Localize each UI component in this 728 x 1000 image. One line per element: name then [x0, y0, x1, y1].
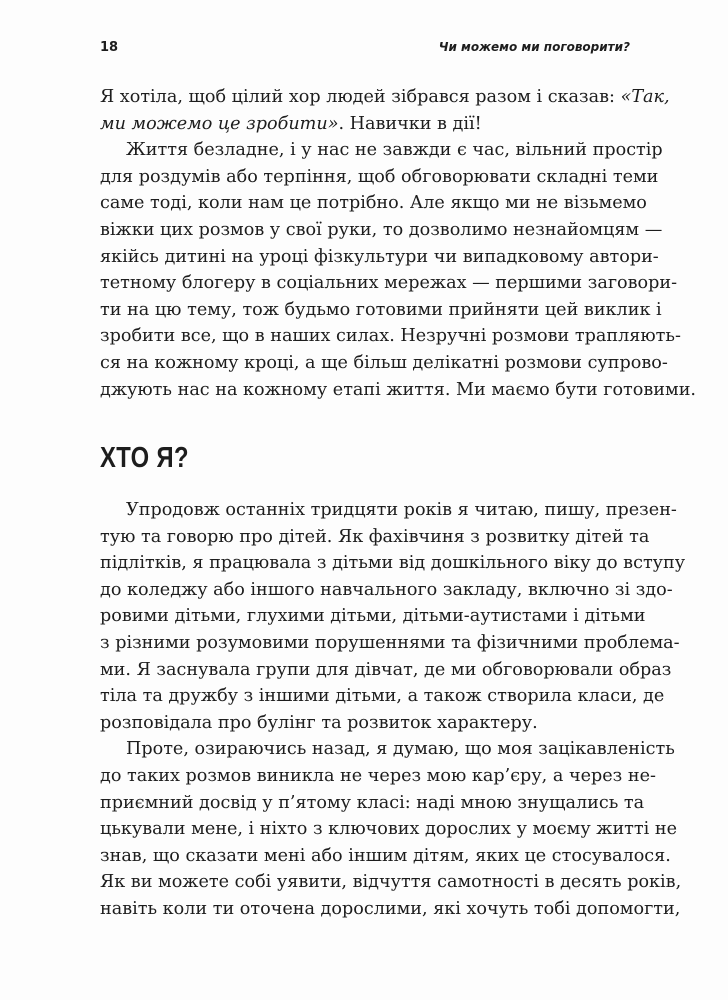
text-line: [100, 323, 681, 350]
text-segment: якійсь дитині на уроці фізкультури чи випадковому автори-: [100, 246, 659, 267]
text-line: [100, 790, 645, 817]
text-line: [100, 497, 677, 524]
text-line: [100, 350, 668, 377]
text-line: [100, 137, 663, 164]
text-segment: Проте, озираючись назад, я думаю, що моя зацікавленість: [126, 739, 675, 760]
text-segment: Життя безладне, і у нас не завжди є час, вільний простір: [126, 140, 663, 161]
text-line: [100, 577, 673, 604]
text-line: [100, 244, 659, 271]
text-segment: розповідала про булінг та розвиток характеру.: [100, 712, 538, 733]
running-title: Чи можемо ми поговорити?: [438, 40, 630, 54]
italic-quote: «Так,: [620, 87, 670, 107]
text-segment: ся на кожному кроці, а ще більш делікатні розмови супрово-: [100, 352, 668, 373]
text-segment: зробити все, що в наших силах. Незручні розмови трапляють-: [100, 326, 681, 347]
text-line: [100, 843, 671, 870]
section-intro-text: [100, 84, 697, 403]
text-segment: Упродовж останніх тридцяти років я читаю, пишу, презен-: [126, 500, 677, 520]
text-line: [100, 630, 680, 657]
text-line: [100, 84, 670, 111]
section-who-am-i-text: [100, 497, 686, 923]
text-line: [100, 657, 672, 684]
text-segment: приємний досвід у п’ятому класі: наді мною знущались та: [100, 792, 645, 813]
text-segment: . Навички в дії!: [338, 113, 482, 134]
text-segment: знав, що сказати мені або іншим дітям, яких це стосувалося.: [100, 845, 671, 866]
italic-quote: ми можемо це зробити»: [100, 113, 339, 134]
text-segment: ти на цю тему, тож будьмо готовими прийняти цей виклик і: [100, 299, 662, 320]
text-line: [100, 377, 697, 404]
text-line: [100, 190, 647, 217]
text-line: [100, 869, 682, 896]
text-line: [100, 603, 646, 630]
text-line: [100, 816, 678, 843]
text-segment: підлітків, я працювала з дітьми від дошкільного віку до вступу: [100, 553, 686, 574]
paragraph: [100, 84, 670, 137]
text-segment: тіла та дружбу з іншими дітьми, а також створила класи, де: [100, 686, 665, 707]
section-heading: ХТО Я?: [100, 442, 189, 474]
text-segment: віжки цих розмов у свої руки, то дозволимо незнайомцям —: [100, 219, 663, 240]
text-segment: цькували мене, і ніхто з ключових дорослих у моєму житті не: [100, 819, 678, 840]
text-line: [100, 763, 656, 790]
text-segment: для роздумів або терпіння, щоб обговорювати складні теми: [100, 166, 659, 187]
text-line: [100, 270, 678, 297]
text-line: [100, 736, 675, 763]
text-segment: до коледжу або іншого навчального закладу, включно зі здо-: [100, 579, 673, 600]
page-number: 18: [100, 40, 119, 55]
text-segment: Я хотіла, щоб цілий хор людей зібрався разом і сказав:: [100, 87, 621, 107]
paragraph: [100, 137, 697, 403]
text-segment: ровими дітьми, глухими дітьми, дітьми-аутистами і дітьми: [100, 606, 646, 627]
text-segment: Як ви можете собі уявити, відчуття самотності в десять років,: [100, 872, 682, 893]
text-line: [100, 164, 659, 191]
text-segment: ми. Я заснувала групи для дівчат, де ми обговорювали образ: [100, 659, 672, 680]
paragraph: [100, 736, 682, 922]
text-line: [100, 297, 662, 324]
text-segment: навіть коли ти оточена дорослими, які хочуть тобі допомогти,: [100, 898, 681, 919]
text-line: [100, 524, 650, 551]
text-segment: з різними розумовими порушеннями та фізичними проблема-: [100, 632, 680, 653]
text-line: [100, 111, 631, 138]
text-line: [100, 550, 686, 577]
text-segment: джують нас на кожному етапі життя. Ми маємо бути готовими.: [100, 379, 697, 400]
text-segment: до таких розмов виникла не через мою кар’єру, а через не-: [100, 765, 656, 786]
text-segment: тетному блогеру в соціальних мережах — першими заговори-: [100, 273, 678, 294]
text-line: [100, 683, 665, 710]
text-segment: тую та говорю про дітей. Як фахівчиня з розвитку дітей та: [100, 526, 650, 547]
text-line: [100, 217, 663, 244]
text-line: [100, 896, 681, 923]
paragraph: [100, 497, 686, 736]
text-line: [100, 710, 631, 737]
text-segment: саме тоді, коли нам це потрібно. Але якщо ми не візьмемо: [100, 193, 647, 214]
